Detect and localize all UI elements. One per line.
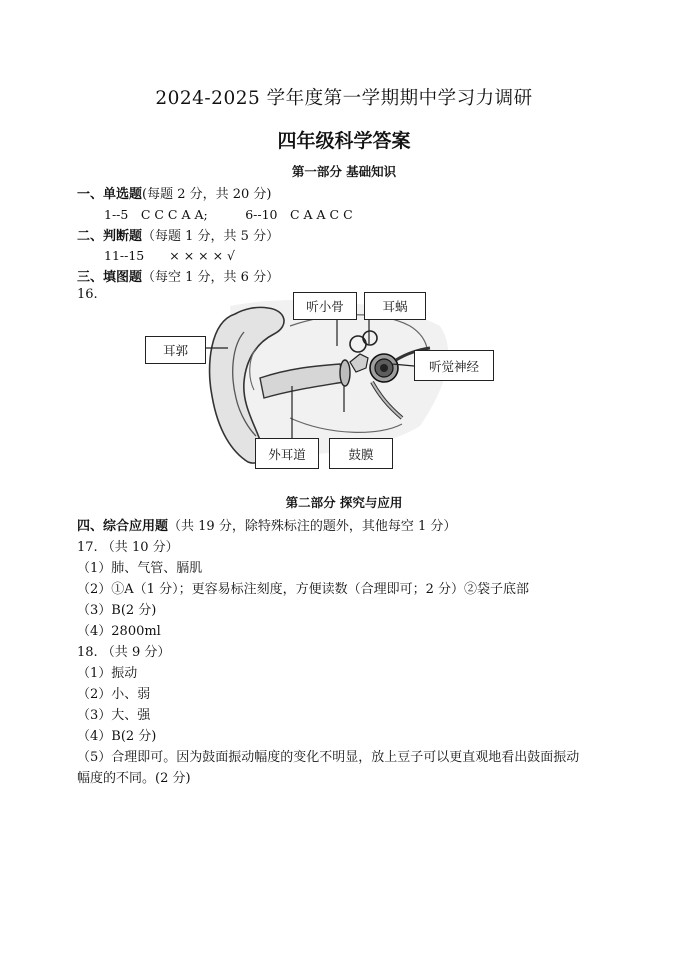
q18-answer-2: （2）小、弱: [77, 687, 151, 702]
section1-head: 一、单选题: [77, 187, 143, 202]
label-ossicles-text: 听小骨: [306, 299, 344, 314]
question-17-title: 17. （共 10 分）: [77, 540, 179, 555]
q18-answer-5-line2: 幅度的不同。(2 分): [77, 771, 191, 786]
section1-heading: [77, 183, 272, 202]
section2-heading: [77, 225, 279, 244]
section2-note: （每题 1 分，共 5 分）: [142, 229, 280, 244]
question-18-title: 18. （共 9 分）: [77, 645, 171, 660]
q17-answer-2: （2）①A（1 分）；更容易标注刻度，方便读数（合理即可；2 分）②袋子底部: [77, 582, 529, 597]
label-cochlea: [364, 292, 426, 320]
section3-note: （每空 1 分，共 6 分）: [142, 270, 280, 285]
section4-note: （共 19 分，除特殊标注的题外，其他每空 1 分）: [168, 519, 457, 534]
q18-answer-3: （3）大、强: [77, 708, 151, 723]
label-ear-canal-text: 外耳道: [268, 446, 306, 462]
label-ossicles: [293, 292, 357, 320]
document-subtitle: 四年级科学答案: [277, 130, 411, 152]
label-auricle-text: 耳郭: [162, 343, 188, 358]
section3-heading: [77, 266, 279, 285]
label-eardrum-text: 鼓膜: [348, 446, 374, 462]
label-cochlea-text: 耳蜗: [382, 299, 408, 314]
section1-note: (每题 2 分，共 20 分): [142, 187, 272, 202]
part1-title: 第一部分 基础知识: [291, 164, 397, 179]
label-auditory-nerve-text: 听觉神经: [428, 358, 479, 374]
section4-head: 四、综合应用题: [77, 519, 169, 534]
q18-answer-4: （4）B(2 分): [77, 729, 157, 744]
label-auricle: [145, 336, 206, 364]
question-16-number: 16.: [77, 287, 98, 302]
section2-head: 二、判断题: [77, 229, 143, 244]
section2-answers: 11--15 × × × × √: [104, 248, 236, 263]
q17-answer-4: （4）2800ml: [77, 624, 161, 639]
section1-answers: 1--5 C C C A A; 6--10 C A A C C: [104, 207, 353, 222]
section4-heading: [77, 515, 456, 534]
section3-head: 三、填图题: [77, 270, 143, 285]
cochlea-shape: [370, 354, 398, 382]
ear-diagram: [140, 286, 550, 472]
eardrum-shape: [340, 360, 350, 386]
q17-answer-1: （1）肺、气管、膈肌: [77, 561, 203, 576]
q18-answer-1: （1）振动: [77, 666, 138, 681]
document-title: 2024-2025 学年度第一学期期中学习力调研: [155, 88, 533, 109]
label-auditory-nerve: [414, 350, 494, 381]
part2-title: 第二部分 探究与应用: [285, 495, 403, 510]
label-eardrum: [329, 438, 393, 469]
q18-answer-5-line1: （5）合理即可。因为鼓面振动幅度的变化不明显，放上豆子可以更直观地看出鼓面振动: [77, 750, 580, 765]
q17-answer-3: （3）B(2 分): [77, 603, 157, 618]
label-ear-canal: [255, 438, 319, 469]
